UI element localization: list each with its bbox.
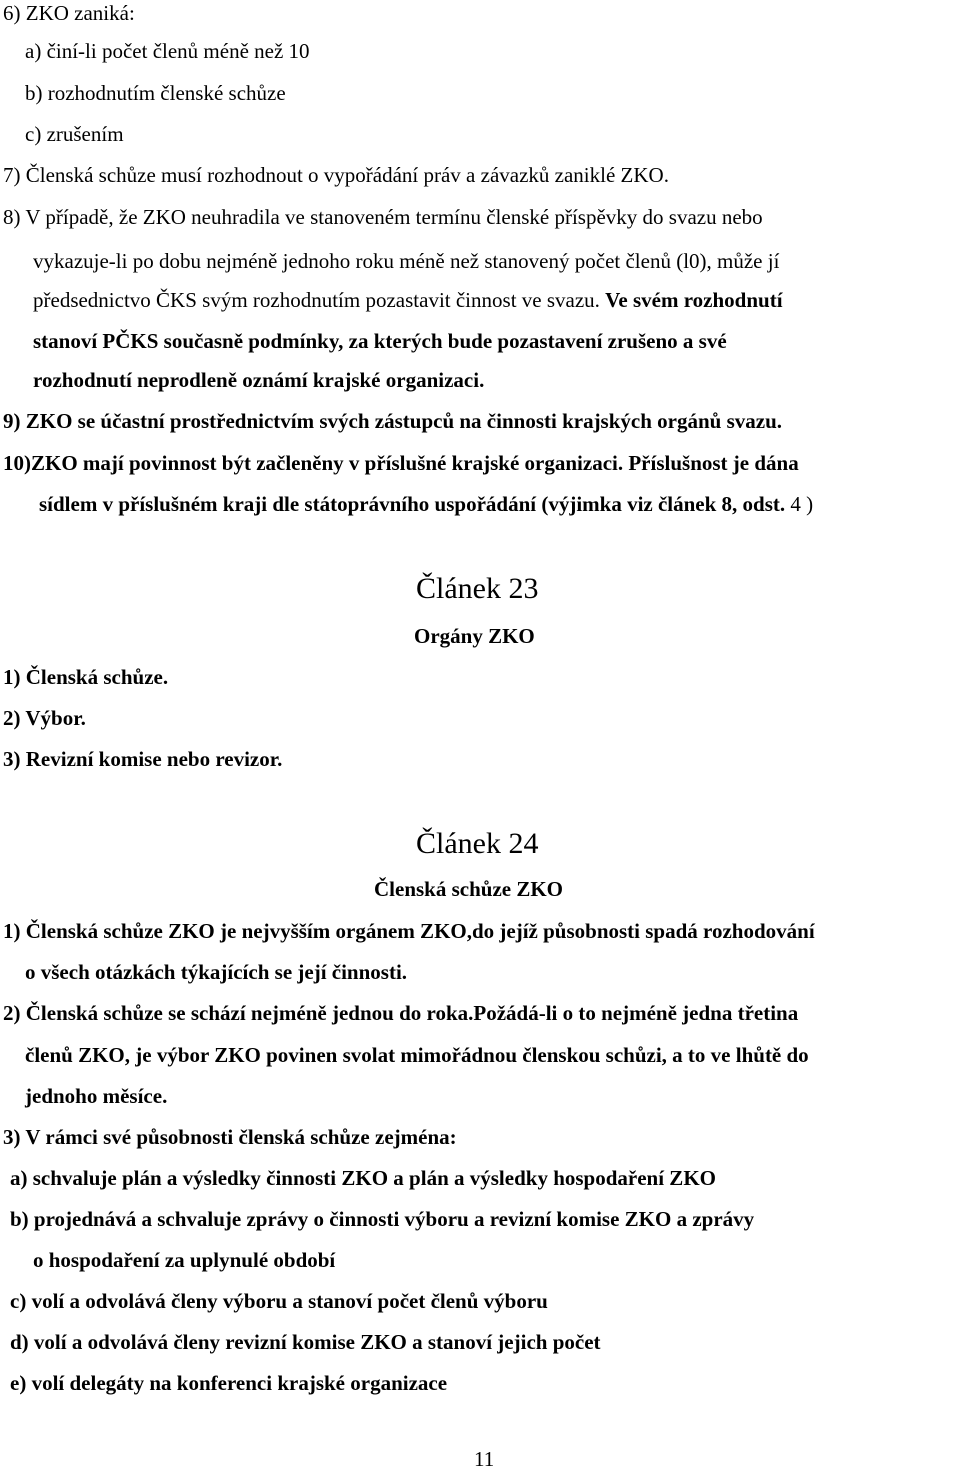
section-10-line-2a: sídlem v příslušném kraji dle státoprávního uspořádání (výjimka viz článek 8, odst. bbox=[39, 492, 786, 516]
section-8-line-1: 8) V případě, že ZKO neuhradila ve stanoveném termínu členské příspěvky do svazu nebo bbox=[3, 205, 763, 229]
section-8-line-3b: Ve svém rozhodnutí bbox=[605, 288, 783, 312]
article-24-p3-item-d: d) volí a odvolává členy revizní komise ZKO a stanoví jejich počet bbox=[10, 1330, 601, 1354]
article-24-p3-item-c: c) volí a odvolává členy výboru a stanoví počet členů výboru bbox=[10, 1289, 548, 1313]
section-6-item-b: b) rozhodnutím členské schůze bbox=[25, 81, 286, 105]
section-6-title: 6) ZKO zaniká: bbox=[3, 1, 135, 25]
article-24-title: Článek 24 bbox=[416, 827, 539, 860]
article-24-p3-intro: 3) V rámci své působnosti členská schůze zejména: bbox=[3, 1125, 457, 1149]
article-24-p3-item-b-line-1: b) projednává a schvaluje zprávy o činnosti výboru a revizní komise ZKO a zprávy bbox=[10, 1207, 755, 1231]
page-number: 11 bbox=[474, 1447, 495, 1471]
article-24-p3-item-a: a) schvaluje plán a výsledky činnosti ZKO a plán a výsledky hospodaření ZKO bbox=[10, 1166, 716, 1190]
article-24-p2-line-2: členů ZKO, je výbor ZKO povinen svolat mimořádnou členskou schůzi, a to ve lhůtě do bbox=[25, 1043, 809, 1067]
article-23-subtitle: Orgány ZKO bbox=[414, 624, 535, 648]
article-24-subtitle: Členská schůze ZKO bbox=[374, 877, 564, 901]
article-24-p2-line-1: 2) Členská schůze se schází nejméně jednou do roka.Požádá-li o to nejméně jedna třetina bbox=[3, 1001, 799, 1025]
section-10-line-1 bbox=[3, 450, 799, 476]
section-10-line-1b: Příslušnost je dána bbox=[628, 451, 799, 475]
section-7: 7) Členská schůze musí rozhodnout o vypořádání práv a závazků zaniklé ZKO. bbox=[3, 163, 669, 187]
section-10-line-2b: 4 ) bbox=[790, 492, 814, 516]
section-10-line-1a: 10)ZKO mají povinnost být začleněny v příslušné krajské organizaci. bbox=[3, 451, 624, 475]
article-23-title: Článek 23 bbox=[416, 572, 539, 605]
section-6-item-a: a) činí-li počet členů méně než 10 bbox=[25, 39, 310, 63]
article-24-p3-item-b-line-2: o hospodaření za uplynulé období bbox=[33, 1248, 336, 1272]
article-23-item-3: 3) Revizní komise nebo revizor. bbox=[3, 747, 283, 771]
article-23-item-1: 1) Členská schůze. bbox=[3, 665, 169, 689]
article-24-p3-item-e: e) volí delegáty na konferenci krajské organizace bbox=[10, 1371, 448, 1395]
section-10-line-2 bbox=[39, 491, 813, 517]
article-24-p1-line-2: o všech otázkách týkajících se její činnosti. bbox=[25, 960, 408, 984]
article-24-p2-line-3: jednoho měsíce. bbox=[25, 1084, 168, 1108]
section-9: 9) ZKO se účastní prostřednictvím svých zástupců na činnosti krajských orgánů svazu. bbox=[3, 409, 783, 433]
section-8-line-3 bbox=[33, 287, 783, 313]
section-8-line-3a: předsednictvo ČKS svým rozhodnutím pozastavit činnost ve svazu. bbox=[33, 288, 600, 312]
section-8-line-4: stanoví PČKS současně podmínky, za kterých bude pozastavení zrušeno a své bbox=[33, 329, 727, 353]
article-23-item-2: 2) Výbor. bbox=[3, 706, 86, 730]
article-24-p1-line-1: 1) Členská schůze ZKO je nejvyšším orgánem ZKO,do jejíž působnosti spadá rozhodování bbox=[3, 919, 815, 943]
section-8-line-2: vykazuje-li po dobu nejméně jednoho roku méně než stanovený počet členů (l0), může jí bbox=[33, 249, 780, 273]
section-6-item-c: c) zrušením bbox=[25, 122, 124, 146]
section-8-line-5: rozhodnutí neprodleně oznámí krajské organizaci. bbox=[33, 368, 485, 392]
